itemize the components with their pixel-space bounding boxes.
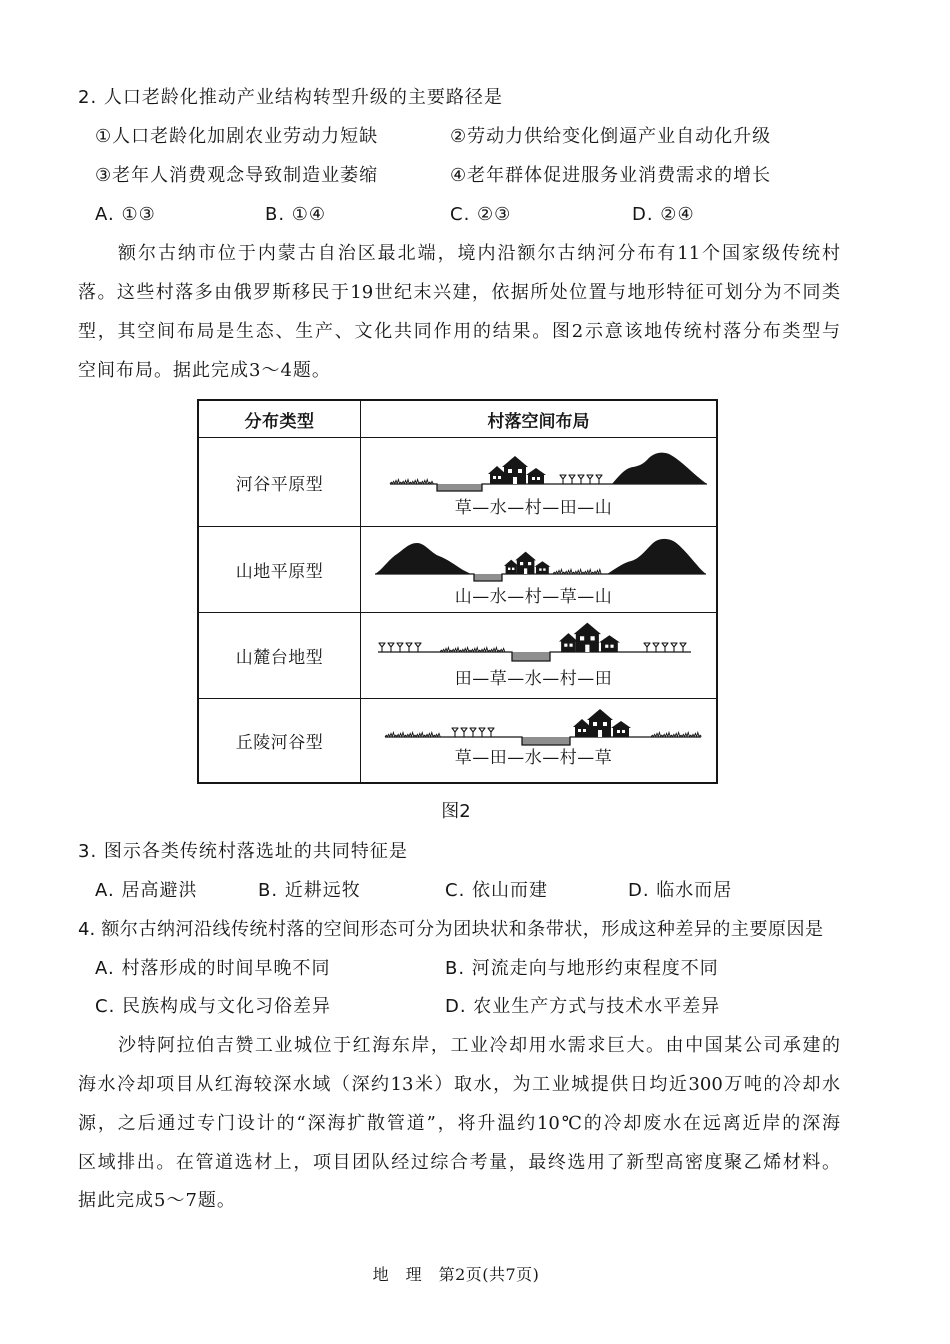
grass-mark (390, 480, 433, 485)
q3-choice-c: C. 依山而建 (445, 880, 549, 901)
figure-header-row (199, 401, 716, 437)
house-body (559, 633, 578, 652)
house-window (622, 730, 625, 733)
house-window (570, 644, 573, 647)
figure-row-hilly-valley (199, 698, 716, 782)
q2-choice-b: B. ①④ (265, 204, 327, 225)
row-layout-cell (361, 438, 716, 526)
house-body (573, 719, 591, 737)
house-window (593, 722, 597, 726)
house-body (611, 721, 631, 737)
house-window (564, 644, 567, 647)
house-window (603, 722, 607, 726)
house-window (543, 568, 545, 570)
village-houses (504, 552, 550, 574)
passage-2-line-1: 沙特阿拉伯吉赞工业城位于红海东岸，工业冷却用水需求巨大。由中国某公司承建的 (118, 1035, 840, 1056)
field-crop-mark (644, 643, 687, 652)
village-houses (573, 709, 631, 737)
house-window (578, 729, 581, 732)
ground-line (375, 574, 706, 581)
layout-sequence-label: 田—草—水—村—田 (454, 669, 613, 689)
mountain-shape (607, 539, 706, 574)
house-window (591, 636, 595, 640)
village-houses (488, 456, 546, 484)
house-window (580, 636, 584, 640)
row-type-label: 河谷平原型 (199, 438, 361, 526)
water-body (437, 484, 482, 491)
village-houses (559, 623, 620, 652)
house-window (539, 568, 541, 570)
q2-statement-4: ④老年群体促进服务业消费需求的增长 (450, 165, 772, 186)
house-large (587, 709, 613, 737)
house-large (574, 623, 601, 652)
house-window (528, 562, 531, 565)
house-small (599, 635, 620, 652)
house-window (508, 469, 512, 473)
q4-stem: 4. 额尔古纳河沿线传统村落的空间形态可分为团块状和条带状，形成这种差异的主要原因是 (78, 919, 823, 940)
grass-mark (385, 733, 440, 738)
grass-mark (440, 648, 505, 653)
q4-choice-b: B. 河流走向与地形约束程度不同 (445, 958, 719, 979)
q3-choice-d: D. 临水而居 (628, 880, 733, 901)
house-window (532, 477, 535, 480)
grass-mark (553, 570, 601, 575)
row-layout-cell (361, 527, 716, 612)
q3-choice-a: A. 居高避洪 (95, 880, 198, 901)
passage-2-line-3: 源，之后通过专门设计的“深海扩散管道”，将升温约10℃的冷却废水在远离近岸的深海 (78, 1113, 840, 1134)
house-large (502, 456, 528, 484)
layout-sequence-label: 草—水—村—田—山 (454, 498, 613, 518)
grass-mark (651, 733, 701, 738)
house-window (513, 477, 517, 484)
house-body (488, 466, 506, 484)
layout-diagram-hilly-valley (361, 699, 716, 782)
house-window (605, 645, 608, 648)
q3-stem: 3. 图示各类传统村落选址的共同特征是 (78, 841, 408, 862)
water-body (522, 737, 570, 745)
figure-row-mountain-plain (199, 526, 716, 612)
page-footer: 地 理 第2页(共7页) (372, 1265, 540, 1284)
passage-1-line-2: 落。这些村落多由俄罗斯移民于19世纪末兴建，依据所处位置与地形特征可划分为不同类 (78, 282, 840, 303)
q4-choice-c: C. 民族构成与文化习俗差异 (95, 996, 332, 1017)
passage-2-line-5: 据此完成5～7题。 (78, 1190, 236, 1211)
q2-statement-2: ②劳动力供给变化倒逼产业自动化升级 (450, 126, 772, 147)
row-type-label: 山麓台地型 (199, 613, 361, 698)
field-crop-mark (452, 728, 495, 737)
house-small (573, 719, 591, 737)
passage-1-line-3: 型，其空间布局是生态、生产、文化共同作用的结果。图2示意该地传统村落分布类型与 (78, 321, 840, 342)
house-window (498, 476, 501, 479)
house-small (559, 633, 578, 652)
water-body (512, 652, 550, 661)
layout-sequence-label: 山—水—村—草—山 (454, 587, 613, 607)
house-window (537, 477, 540, 480)
house-window (493, 476, 496, 479)
house-window (617, 730, 620, 733)
passage-2-line-2: 海水冷却项目从红海较深水域（深约13米）取水，为工业城提供日均近300万吨的冷却水 (78, 1074, 840, 1095)
house-window (518, 469, 522, 473)
header-spatial-layout: 村落空间布局 (487, 411, 590, 432)
house-body (534, 561, 550, 574)
layout-sequence-label: 草—田—水—村—草 (454, 748, 613, 768)
passage-1-line-1: 额尔古纳市位于内蒙古自治区最北端，境内沿额尔古纳河分布有11个国家级传统村 (118, 243, 840, 264)
house-body (504, 560, 518, 574)
figure-2-table (197, 399, 718, 784)
row-layout-cell (361, 699, 716, 782)
q2-choice-a: A. ①③ (95, 204, 156, 225)
house-window (583, 729, 586, 732)
ground-line (390, 484, 707, 491)
field-crop-mark (560, 475, 603, 484)
row-type-label: 丘陵河谷型 (199, 699, 361, 782)
house-small (611, 721, 631, 737)
house-window (610, 645, 613, 648)
q2-choice-d: D. ②④ (632, 204, 695, 225)
house-body (526, 468, 546, 484)
figure-row-piedmont-terrace (199, 612, 716, 698)
q3-choice-b: B. 近耕远牧 (258, 880, 361, 901)
row-layout-cell (361, 613, 716, 698)
row-type-label: 山地平原型 (199, 527, 361, 612)
q2-choice-c: C. ②③ (450, 204, 512, 225)
house-window (585, 645, 589, 652)
q2-statement-1: ①人口老龄化加剧农业劳动力短缺 (95, 126, 379, 147)
mountain-shape (375, 543, 471, 574)
passage-1-line-4: 空间布局。据此完成3～4题。 (78, 360, 331, 381)
house-large (515, 552, 536, 574)
house-small (504, 560, 518, 574)
house-small (488, 466, 506, 484)
q2-stem: 2. 人口老龄化推动产业结构转型升级的主要路径是 (78, 87, 503, 108)
q4-choice-d: D. 农业生产方式与技术水平差异 (445, 996, 721, 1017)
q2-statement-3: ③老年人消费观念导致制造业萎缩 (95, 165, 379, 186)
house-window (598, 730, 602, 737)
mountain-shape (612, 453, 707, 484)
house-window (520, 562, 523, 565)
house-small (534, 561, 550, 574)
figure-row-river-valley-plain (199, 437, 716, 526)
water-body (474, 574, 502, 581)
house-small (526, 468, 546, 484)
header-distribution-type: 分布类型 (199, 401, 361, 437)
field-crop-mark (379, 643, 422, 652)
house-window (508, 568, 510, 570)
house-body (599, 635, 620, 652)
figure-2-caption: 图2 (441, 801, 471, 822)
passage-2-line-4: 区域排出。在管道选材上，项目团队经过综合考量，最终选用了新型高密度聚乙烯材料。 (78, 1152, 840, 1173)
house-window (524, 568, 527, 574)
q4-choice-a: A. 村落形成的时间早晚不同 (95, 958, 331, 979)
house-window (512, 568, 514, 570)
